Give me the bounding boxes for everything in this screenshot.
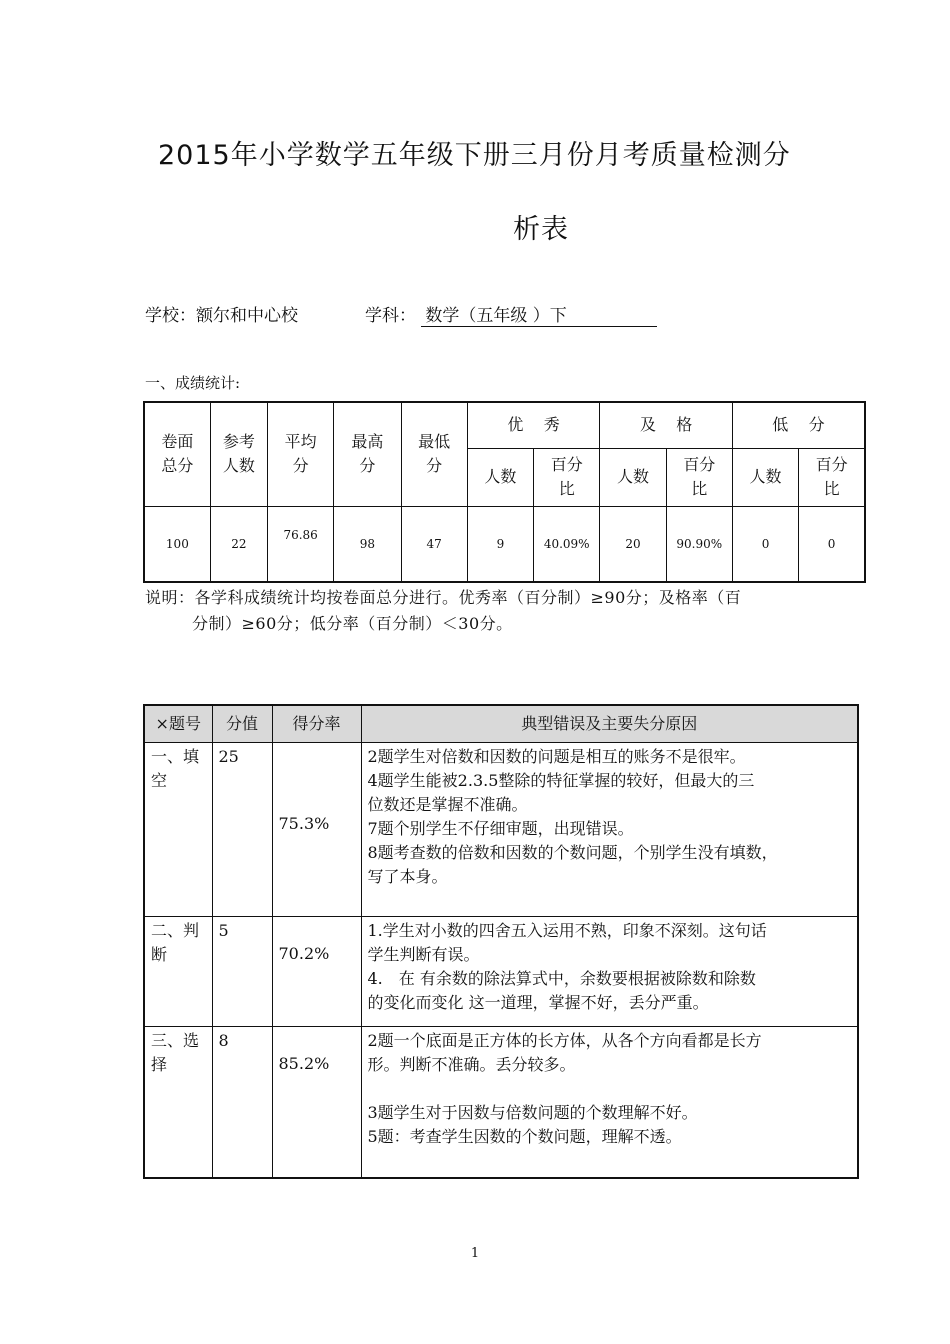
subject-value: 数学（五年级 ）下 [421,301,657,327]
page-title-line2: 析表 [513,214,569,245]
header-excellent-percent [534,448,600,506]
header-low-count: 人数 [732,448,798,506]
header-excellent-count: 人数 [467,448,533,506]
header-question: ×题号 [144,705,212,742]
header-average [268,402,334,506]
error-row-choice [144,1026,858,1178]
reason-cell [361,916,858,1026]
value-max: 98 [334,506,401,582]
reason-line: 3题学生对于因数与倍数问题的个数理解不好。 [367,1102,698,1122]
header-low-percent [799,448,865,506]
rate-cell: 70.2% [272,916,361,1026]
stats-header-row [144,402,865,448]
value-low-percent: 0 [799,506,865,582]
question-cell: 三、选择 [144,1026,212,1178]
rate-cell: 85.2% [272,1026,361,1178]
header-excellent: 优 秀 [467,402,600,448]
header-min-text: 最低分 [418,432,451,476]
rate-cell: 75.3% [272,742,361,916]
error-analysis-table [143,704,859,1179]
reason-line: 4. 在 有余数的除法算式中，余数要根据被除数和除数 [367,968,756,988]
points-cell: 5 [212,916,272,1026]
header-excellent-percent-text: 百分比 [550,455,583,498]
header-points: 分值 [212,705,272,742]
value-pass-percent: 90.90% [666,506,732,582]
question-cell: 一、填空 [144,742,212,916]
value-min: 47 [401,506,467,582]
error-row-fill-in [144,742,858,916]
error-header-row [144,705,858,742]
reason-line: 5题：考查学生因数的个数问题，理解不透。 [367,1126,682,1146]
header-pass-count: 人数 [600,448,666,506]
value-total: 100 [144,506,210,582]
value-excellent-count: 9 [467,506,533,582]
points-cell: 25 [212,742,272,916]
header-total-text: 卷面总分 [161,432,194,476]
header-pass: 及 格 [600,402,733,448]
note-line2: 分制）≥60分；低分率（百分制）＜30分。 [192,614,513,633]
reason-line: 位数还是掌握不准确。 [367,794,528,814]
header-pass-percent [666,448,732,506]
points-cell: 8 [212,1026,272,1178]
value-participants: 22 [210,506,267,582]
question-cell: 二、判断 [144,916,212,1026]
subject-field [365,301,657,327]
reason-line: 2题学生对倍数和因数的问题是相互的账务不是很牢。 [367,746,746,766]
reason-cell [361,1026,858,1178]
header-total [144,402,210,506]
value-pass-count: 20 [600,506,666,582]
reason-line: 学生判断有误。 [367,944,480,964]
reason-line: 8题考查数的倍数和因数的个数问题，个别学生没有填数， [367,842,778,862]
header-min [401,402,467,506]
header-low: 低 分 [732,402,865,448]
error-row-judgement [144,916,858,1026]
note-line1: 说明：各学科成绩统计均按卷面总分进行。优秀率（百分制）≥90分；及格率（百 [145,588,742,607]
header-average-text: 平均分 [284,432,317,476]
reason-line: 4题学生能被2.3.5整除的特征掌握的较好，但最大的三 [367,770,755,790]
reason-line: 1.学生对小数的四舍五入运用不熟，印象不深刻。这句话 [367,920,767,940]
section-heading: 一、成绩统计: [145,374,241,392]
reason-line: 的变化而变化 这一道理，掌握不好，丢分严重。 [367,992,709,1012]
value-low-count: 0 [732,506,798,582]
header-pass-percent-text: 百分比 [683,455,716,498]
value-excellent-percent: 40.09% [534,506,600,582]
subject-label: 学科： [365,306,416,326]
stats-data-row [144,506,865,582]
header-low-percent-text: 百分比 [815,455,848,498]
header-max [334,402,401,506]
school-label: 学校：额尔和中心校 [145,306,298,326]
header-max-text: 最高分 [351,432,384,476]
reason-line: 7题个别学生不仔细审题，出现错误。 [367,818,634,838]
reason-line: 2题一个底面是正方体的长方体，从各个方向看都是长方 [367,1030,762,1050]
reason-spacer [368,1077,852,1101]
score-stats-table [143,401,866,583]
header-rate: 得分率 [272,705,361,742]
page-title-line1: 2015年小学数学五年级下册三月份月考质量检测分 [158,140,791,171]
value-average: 76.86 [268,506,334,582]
header-participants [210,402,267,506]
reason-cell [361,742,858,916]
header-participants-text: 参考人数 [222,432,255,476]
reason-line: 写了本身。 [367,866,448,886]
reason-line: 形。判断不准确。丢分较多。 [367,1054,576,1074]
header-reason: 典型错误及主要失分原因 [361,705,858,742]
page-number: 1 [470,1246,480,1261]
